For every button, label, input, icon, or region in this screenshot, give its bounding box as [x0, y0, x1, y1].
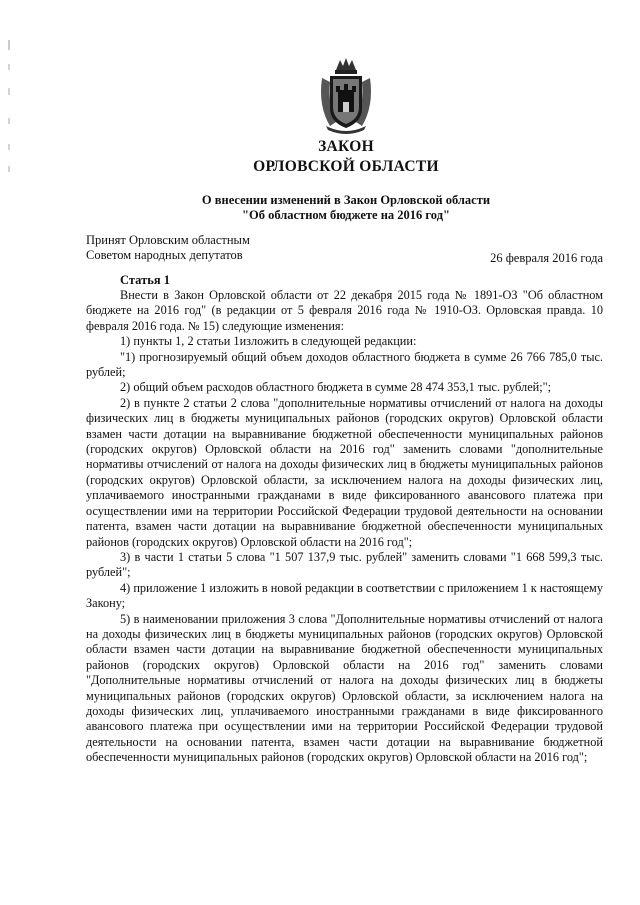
article-heading: Статья 1	[120, 273, 170, 287]
article-paragraph: 1) пункты 1, 2 статьи 1изложить в следующей редакции:	[120, 334, 417, 349]
adoption-line1: Принят Орловским областным	[86, 233, 250, 247]
adoption-line2: Советом народных депутатов	[86, 248, 243, 262]
article-paragraph: 2) общий объем расходов областного бюджета в сумме 28 474 353,1 тыс. рублей;";	[120, 380, 552, 395]
article-paragraph: 4) приложение 1 изложить в новой редакции в соответствии с приложением 1 к настоящему Закону;	[86, 580, 603, 611]
article-paragraph: 2) в пункте 2 статьи 2 слова "дополнительные нормативы отчислений от налога на доходы физических лиц в бюджеты муниципальных районов (городских округов) Орловской области взамен части дотации на выравнивание бюджетной обеспеченности муниципальных районов (городских округов) Орловской области на 2016 год" заменить словами "дополнительные нормативы отчислений от налога на доходы физических лиц в бюджеты муниципальных районов (городских округов) Орловской области, за исключением налога на доходы физических лиц, уплачиваемого иностранными гражданами в виде фиксированного авансового платежа при осуществлении ими на территории Российской Федерации трудовой деятельности на основании патента, взамен части дотации на выравнивание бюджетной обеспеченности муниципальных районов (городских округов) Орловской области на 2016 год";	[86, 395, 603, 549]
adoption-date: 26 февраля 2016 года	[490, 251, 603, 265]
document-subtitle-line1: О внесении изменений в Закон Орловской области	[201, 193, 491, 207]
article-body	[86, 288, 603, 766]
article-paragraph: 5) в наименовании приложения 3 слова "Дополнительные нормативы отчислений от налога на доходы физических лиц в бюджеты муниципальных районов (городских округов) Орловской области взамен части дотации на выравнивание бюджетной обеспеченности муниципальных районов (городских округов) Орловской области на 2016 год" заменить словами "Дополнительные нормативы отчислений от налога на доходы физических лиц в бюджеты муниципальных районов (городских округов) Орловской области, за исключением налога на доходы физических лиц, уплачиваемого иностранными гражданами в виде фиксированного авансового платежа при осуществлении ими на территории Российской Федерации трудовой деятельности на основании патента, взамен части дотации на выравнивание бюджетной обеспеченности муниципальных районов (городских округов) Орловской области на 2016 год";	[86, 611, 603, 765]
coat-of-arms-icon	[316, 56, 376, 134]
document-title-line1: ЗАКОН	[318, 138, 374, 155]
document-title-line2: ОРЛОВСКОЙ ОБЛАСТИ	[253, 158, 439, 175]
document-subtitle-line2: "Об областном бюджете на 2016 год"	[242, 208, 450, 222]
article-paragraph: "1) прогнозируемый общий объем доходов областного бюджета в сумме 26 766 785,0 тыс. рублей;	[86, 349, 603, 380]
article-paragraph: Внести в Закон Орловской области от 22 декабря 2015 года № 1891-ОЗ "Об областном бюджете на 2016 год" (в редакции от 5 февраля 2016 года № 1910-ОЗ. Орловская правда. 10 февраля 2016 года. № 15) следующие изменения:	[86, 288, 603, 333]
article-paragraph: 3) в части 1 статьи 5 слова "1 507 137,9 тыс. рублей" заменить словами "1 668 599,3 тыс. рублей";	[86, 549, 603, 580]
